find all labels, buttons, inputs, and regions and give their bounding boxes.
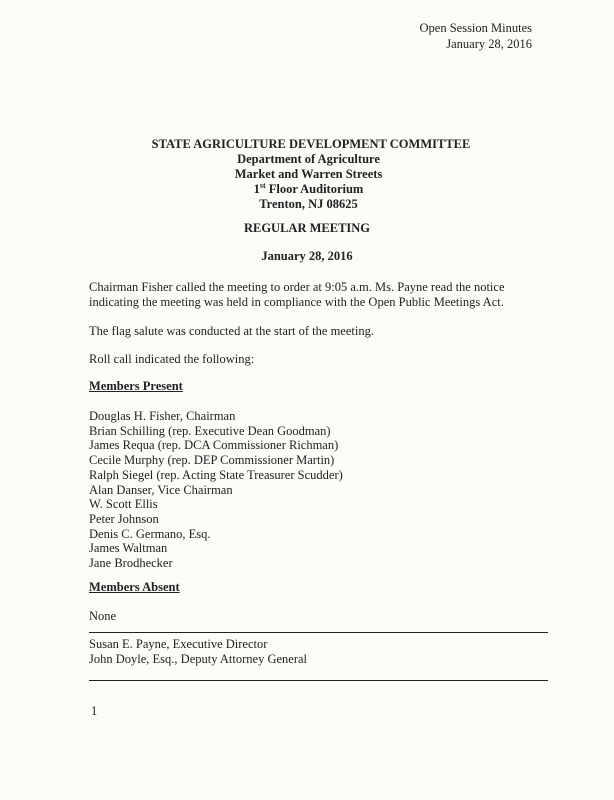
meeting-date: January 28, 2016 [261, 249, 353, 263]
list-item: Jane Brodhecker [89, 556, 173, 571]
list-item: James Requa (rep. DCA Commissioner Richman) [89, 438, 339, 453]
floor-location [0, 182, 614, 197]
header-doc-type: Open Session Minutes [419, 21, 532, 35]
call-to-order-line-1: Chairman Fisher called the meeting to order at 9:05 a.m. Ms. Payne read the notice [89, 280, 505, 294]
call-to-order-paragraph [89, 280, 539, 310]
flag-salute-paragraph: The flag salute was conducted at the start of the meeting. [89, 324, 374, 338]
header-date: January 28, 2016 [446, 37, 532, 51]
committee-name: STATE AGRICULTURE DEVELOPMENT COMMITTEE [151, 137, 471, 151]
members-absent-heading: Members Absent [89, 580, 180, 594]
members-absent-value: None [89, 609, 117, 623]
list-item: Douglas H. Fisher, Chairman [89, 409, 236, 423]
list-item: Denis C. Germano, Esq. [89, 526, 211, 541]
department-name: Department of Agriculture [237, 152, 380, 166]
floor-number: 1 [253, 182, 260, 196]
list-item: Alan Danser, Vice Chairman [89, 482, 233, 497]
meeting-type: REGULAR MEETING [243, 221, 371, 235]
title-block [0, 137, 614, 212]
staff-line-2: John Doyle, Esq., Deputy Attorney General [89, 651, 308, 666]
divider-top [89, 632, 548, 633]
roll-call-paragraph: Roll call indicated the following: [89, 352, 255, 366]
list-item: Peter Johnson [89, 511, 159, 526]
page-number: 1 [91, 704, 98, 718]
floor-label: Floor Auditorium [265, 182, 364, 196]
list-item: Brian Schilling (rep. Executive Dean Goodman) [89, 423, 331, 438]
floor-ordinal: st [259, 181, 266, 190]
staff-line-1: Susan E. Payne, Executive Director [89, 637, 268, 651]
staff-block [89, 637, 307, 666]
list-item: Ralph Siegel (rep. Acting State Treasurer Scudder) [89, 467, 343, 482]
list-item: James Waltman [89, 541, 168, 556]
list-item: W. Scott Ellis [89, 497, 158, 512]
running-header [420, 20, 533, 52]
divider-bottom [89, 680, 548, 681]
members-present-heading: Members Present [89, 379, 183, 393]
call-to-order-line-2: indicating the meeting was held in compliance with the Open Public Meetings Act. [89, 295, 504, 309]
list-item: Cecile Murphy (rep. DEP Commissioner Martin) [89, 453, 335, 468]
city-zip: Trenton, NJ 08625 [259, 197, 358, 211]
members-present-list [89, 409, 343, 571]
street-address: Market and Warren Streets [234, 167, 383, 181]
